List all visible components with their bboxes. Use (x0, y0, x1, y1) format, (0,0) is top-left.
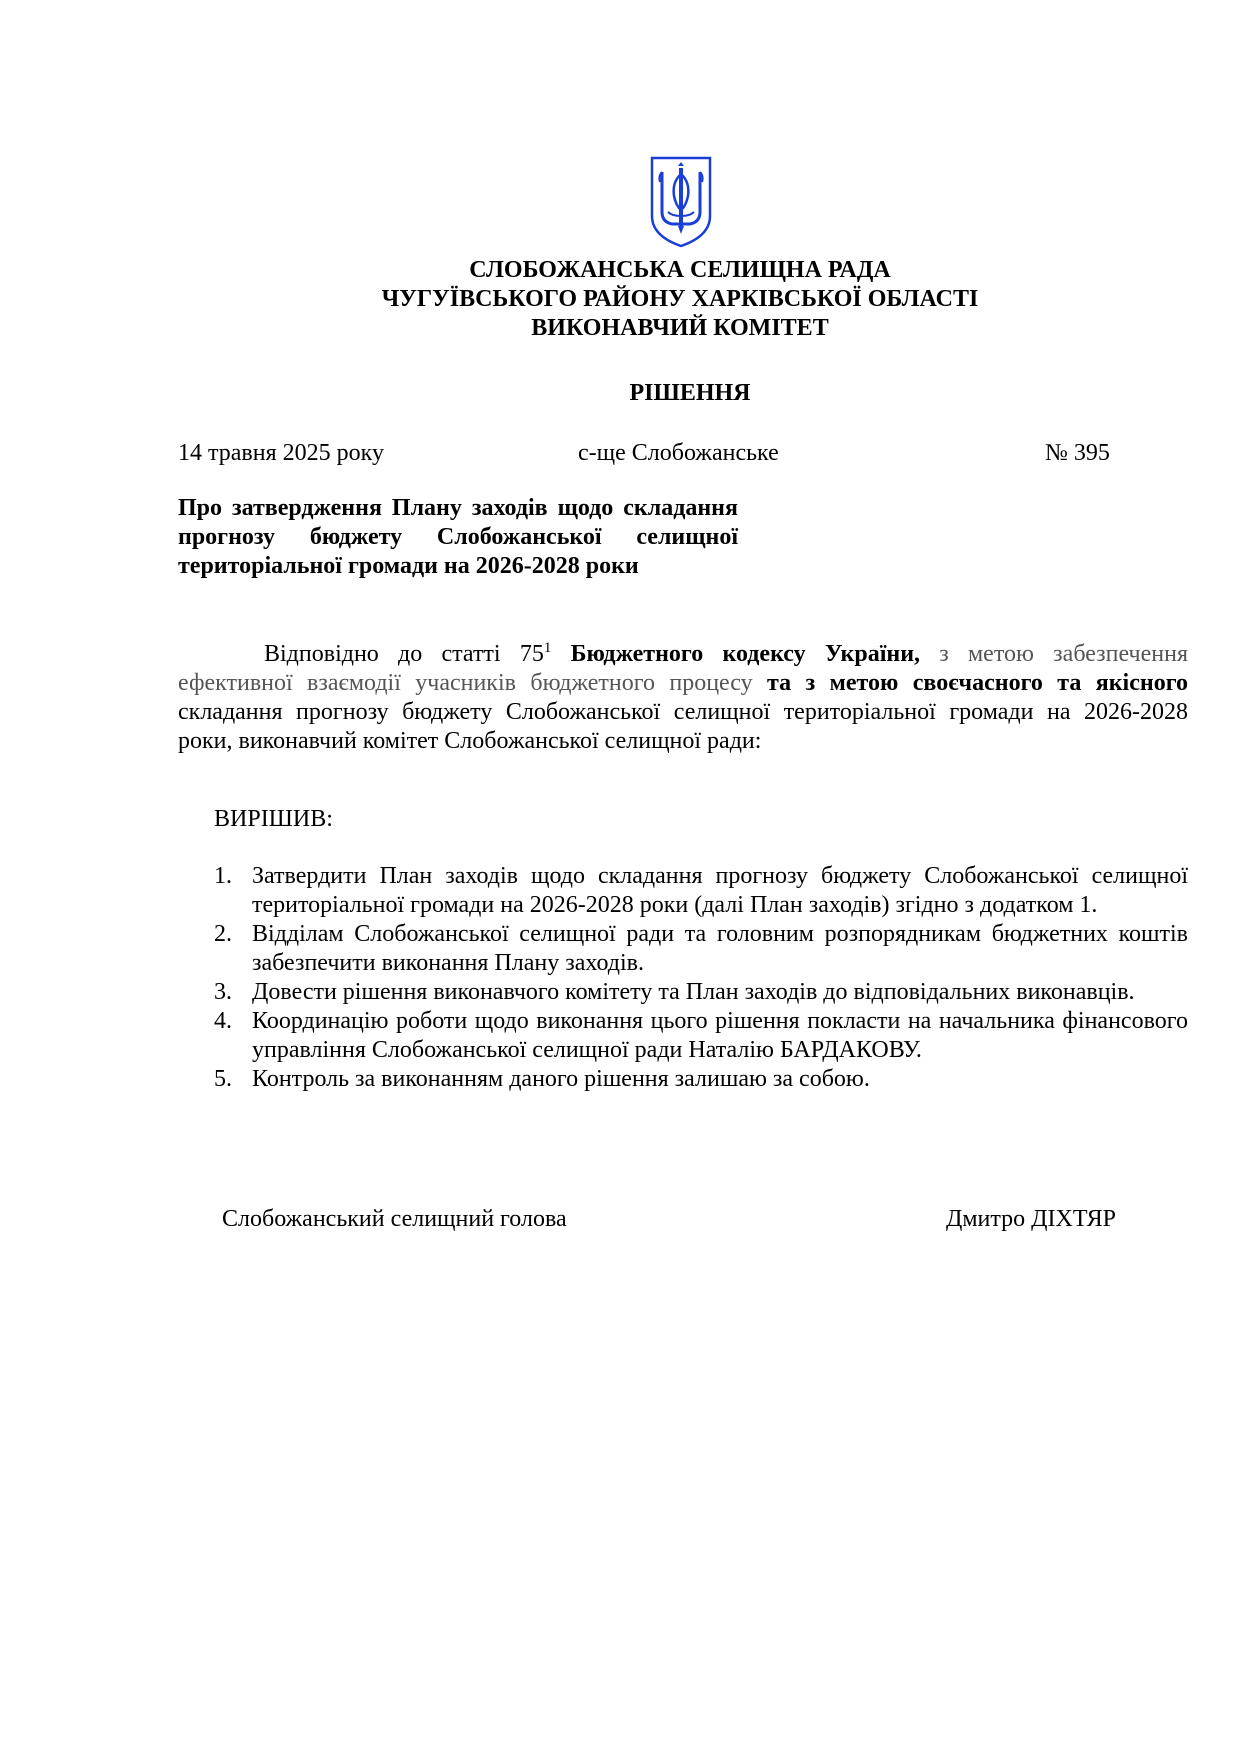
ukraine-coat-of-arms-icon (648, 154, 714, 250)
preamble-part1: Відповідно до статті 75 (264, 641, 544, 667)
list-item-number: 4. (214, 1008, 232, 1034)
list-item (214, 978, 1188, 1007)
header-line-district: ЧУГУЇВСЬКОГО РАЙОНУ ХАРКІВСЬКОЇ ОБЛАСТІ (381, 286, 979, 312)
decision-place: с-ще Слобожанське (578, 440, 779, 466)
list-item (214, 862, 1188, 920)
decision-number: № 395 (1045, 440, 1110, 466)
preamble-part2: Бюджетного кодексу України, (551, 641, 921, 667)
list-item-number: 3. (214, 979, 232, 1005)
resolved-label: ВИРІШИВ: (214, 806, 333, 832)
list-item-number: 5. (214, 1066, 232, 1092)
decision-items-list (214, 862, 1188, 1094)
list-item-text: Відділам Слобожанської селищної ради та головним розпорядникам бюджетних коштів забезпечити виконання Плану заходів. (252, 921, 1188, 976)
list-item-text: Затвердити План заходів щодо складання прогнозу бюджету Слобожанської селищної територіальної громади на 2026-2028 роки (далі План заходів) згідно з додатком 1. (252, 863, 1188, 918)
signature-name: Дмитро ДІХТЯР (946, 1206, 1116, 1232)
preamble-superscript: 1 (543, 640, 552, 656)
decision-date: 14 травня 2025 року (178, 440, 384, 466)
list-item (214, 1065, 1188, 1094)
header-line-council: СЛОБОЖАНСЬКА СЕЛИЩНА РАДА (469, 257, 891, 283)
preamble-part3: з метою забезпечення ефективної взаємодії учасників бюджетного процесу (178, 641, 1188, 696)
preamble-part5: складання прогнозу бюджету Слобожанської селищної територіальної громади на 2026-2028 роки, виконавчий комітет Слобожанської селищної ради: (178, 699, 1188, 754)
list-item (214, 920, 1188, 978)
list-item-number: 2. (214, 921, 232, 947)
decision-subject: Про затвердження Плану заходів щодо складання прогнозу бюджету Слобожанської селищної територіальної громади на 2026-2028 роки (178, 495, 738, 579)
list-item-text: Контроль за виконанням даного рішення залишаю за собою. (252, 1066, 870, 1092)
preamble-paragraph (178, 640, 1188, 756)
signature-position: Слобожанський селищний голова (222, 1206, 567, 1232)
list-item-text: Координацію роботи щодо виконання цього рішення покласти на начальника фінансового управління Слобожанської селищної ради Наталію БАРДАКОВУ. (252, 1008, 1188, 1063)
council-header (0, 256, 1240, 343)
list-item-text: Довести рішення виконавчого комітету та План заходів до відповідальних виконавців. (252, 979, 1135, 1005)
list-item-number: 1. (214, 863, 232, 889)
preamble-part4: та з метою своєчасного та якісного (752, 670, 1188, 696)
decision-title: РІШЕННЯ (629, 380, 751, 406)
header-line-committee: ВИКОНАВЧИЙ КОМІТЕТ (531, 315, 829, 341)
list-item (214, 1007, 1188, 1065)
